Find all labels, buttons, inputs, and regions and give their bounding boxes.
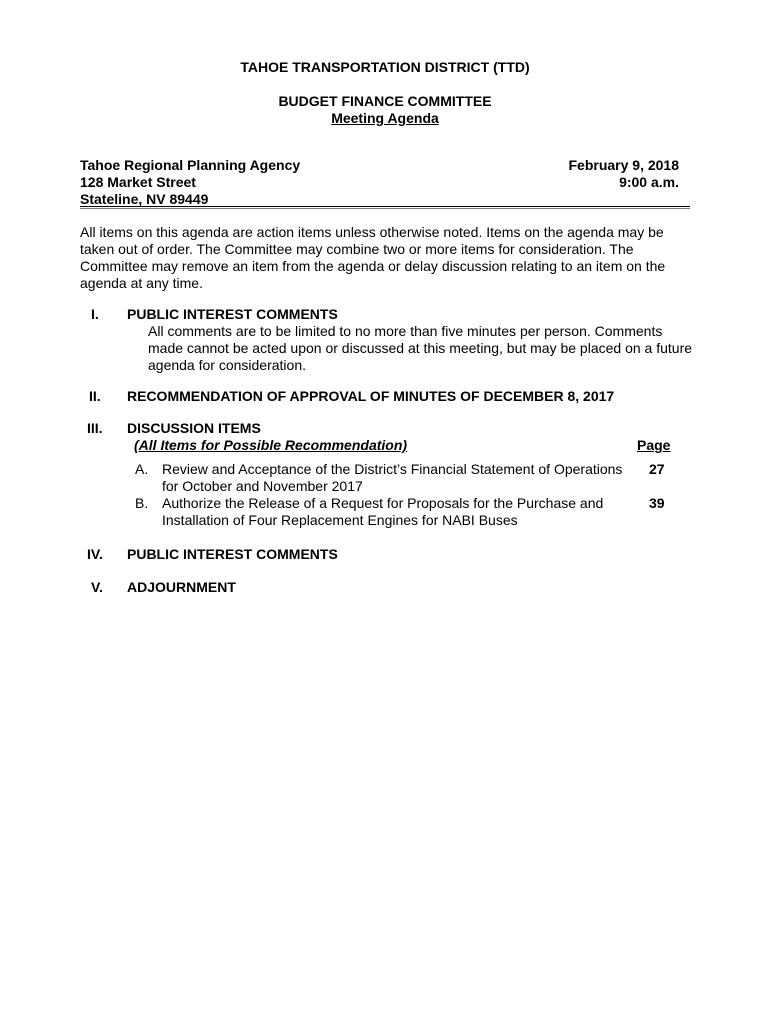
item-a-text-line-1: Review and Acceptance of the District’s Financial Statement of Operations [162,461,623,477]
header-rule [80,206,690,207]
agenda-heading: Meeting Agenda [331,110,439,126]
section-4-title: PUBLIC INTEREST COMMENTS [127,546,338,562]
section-1-text-line-3: agenda for consideration. [148,357,306,373]
section-1-title: PUBLIC INTEREST COMMENTS [127,306,338,322]
item-b-text-line-1: Authorize the Release of a Request for Proposals for the Purchase and [162,495,604,511]
item-b-letter: B. [135,495,149,511]
item-b-text-line-2: Installation of Four Replacement Engines for NABI Buses [162,512,518,528]
section-2-title: RECOMMENDATION OF APPROVAL OF MINUTES OF DECEMBER 8, 2017 [127,388,615,404]
section-1-number: I. [91,306,99,322]
location-street: 128 Market Street [80,174,196,190]
intro-line-1: All items on this agenda are action items unless otherwise noted. Items on the agenda may be [80,224,664,240]
document-title: TAHOE TRANSPORTATION DISTRICT (TTD) [240,59,530,75]
section-3-subtitle: (All Items for Possible Recommendation) [134,437,408,453]
item-a-page: 27 [649,461,665,477]
section-1-text-line-2: made cannot be acted upon or discussed at this meeting, but may be placed on a future [148,340,693,356]
section-4-number: IV. [87,546,103,562]
section-2-number: II. [89,388,101,404]
item-b-page: 39 [649,495,665,511]
section-5-title: ADJOURNMENT [127,579,236,595]
item-a-text-line-2: for October and November 2017 [162,478,363,494]
section-3-title: DISCUSSION ITEMS [127,420,261,436]
intro-line-3: Committee may remove an item from the agenda or delay discussion relating to an item on the [80,258,666,274]
intro-line-2: taken out of order. The Committee may combine two or more items for consideration. The [80,241,634,257]
intro-line-4: agenda at any time. [80,275,203,291]
page-column-header: Page [637,437,671,453]
section-1-text-line-1: All comments are to be limited to no more than five minutes per person. Comments [148,323,663,339]
section-5-number: V. [91,579,103,595]
location-name: Tahoe Regional Planning Agency [80,157,301,173]
location-city: Stateline, NV 89449 [80,191,209,207]
meeting-time: 9:00 a.m. [619,174,679,190]
section-3-number: III. [87,420,103,436]
header-rule-secondary [80,208,690,209]
item-a-letter: A. [135,461,149,477]
committee-name: BUDGET FINANCE COMMITTEE [278,93,492,109]
meeting-date: February 9, 2018 [568,157,679,173]
